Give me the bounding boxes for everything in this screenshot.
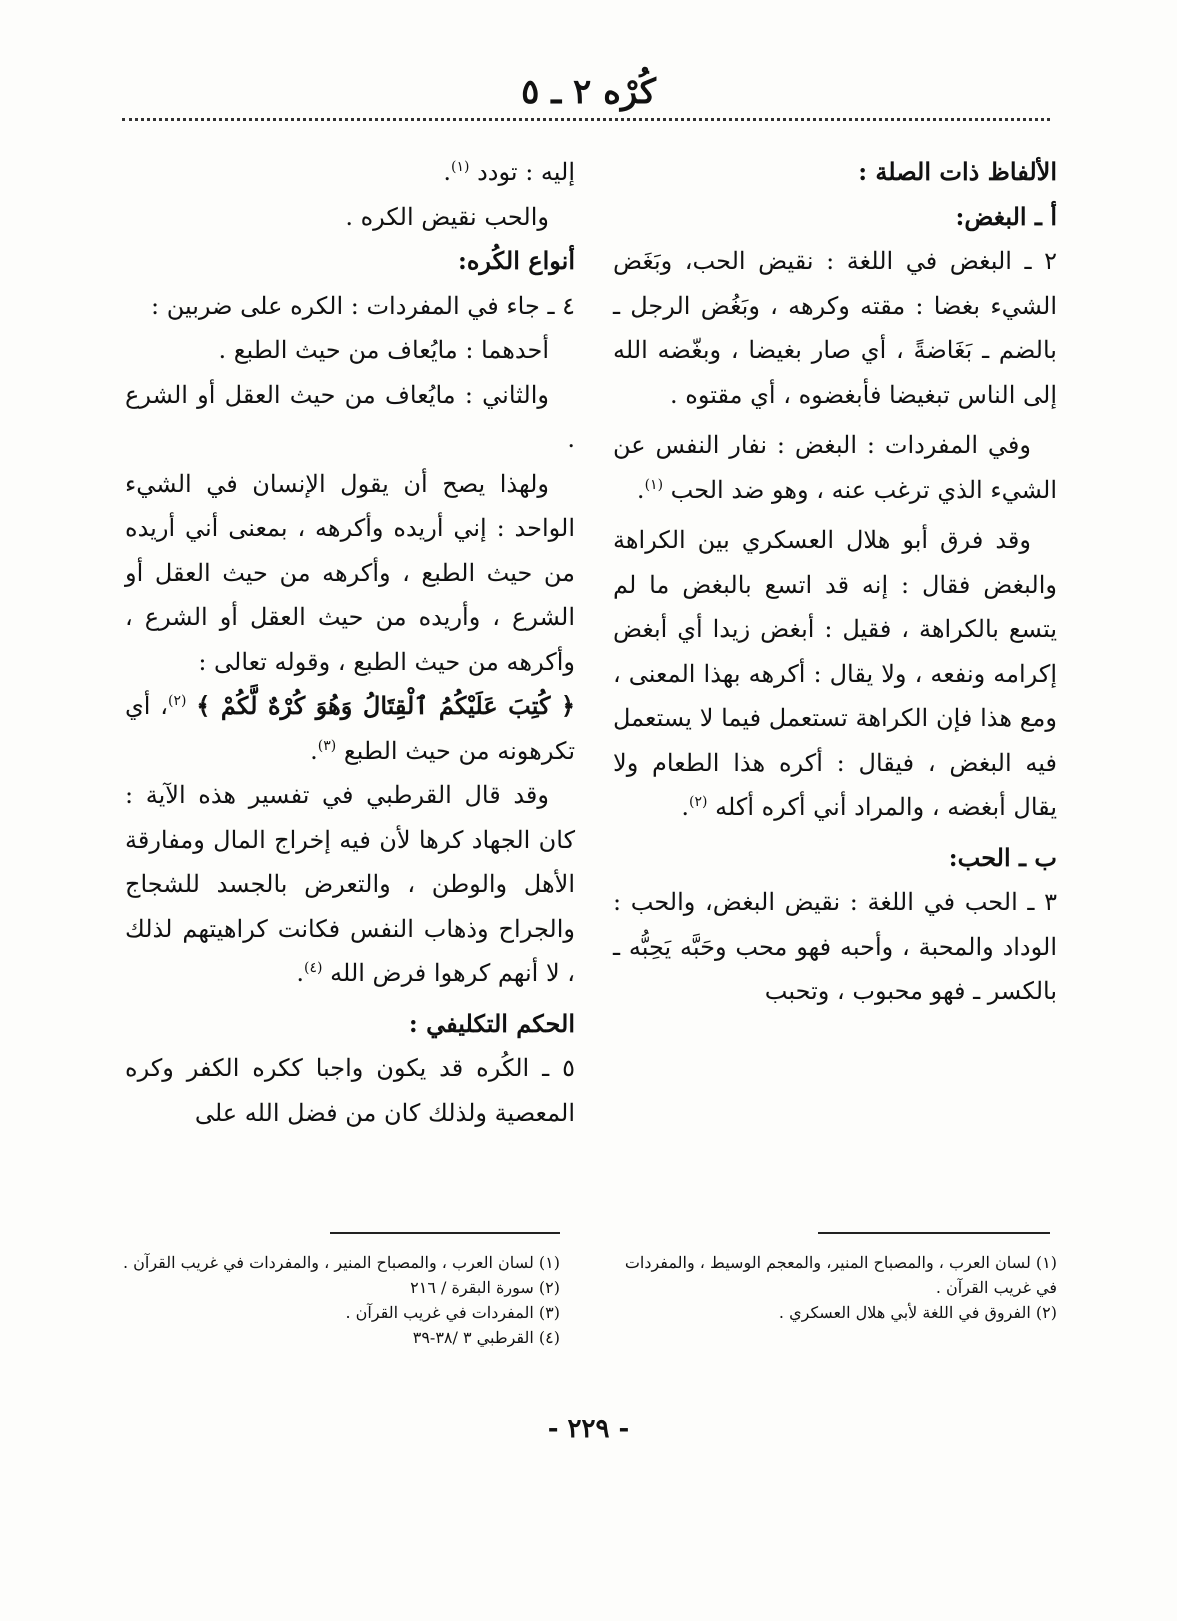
footnote: (١) لسان العرب ، والمصباح المنير ، والمفردات في غريب القرآن . — [122, 1253, 560, 1272]
p2-3-text: وقد فرق أبو هلال العسكري بين الكراهة والبغض فقال : إنه قد اتسع بالبغض ما لم يتسع بالكراهة ، فقيل : أبغض زيدا أي أبغض إكرامه ونفعه ، ولا يقال : أكرهه بهذا المعنى ، ومع هذا فإن الكراهة تستعمل فيما لا يستعمل فيه البغض ، فيقال : أكره هذا الطعام ولا يقال أبغضه ، والمراد أني أكره أكله — [613, 526, 1057, 821]
paragraph-4-qurtubi — [125, 773, 575, 996]
verse-after: ، أي تكرهونه من حيث الطبع — [125, 692, 575, 765]
p2-2-text: وفي المفردات : البغض : نفار النفس عن الشيء الذي ترغب عنه ، وهو ضد الحب — [613, 431, 1057, 504]
quran-verse: ﴿ كُتِبَ عَلَيْكُمُ ٱلْقِتَالُ وَهُوَ كُرْهٌ لَّكُمْ ﴾ — [196, 691, 575, 720]
subheading-love: ب ـ الحب: — [948, 842, 1057, 872]
running-header: كُرْه ٢ ـ ٥ — [521, 72, 656, 112]
footnote: (٢) سورة البقرة / ٢١٦ — [410, 1278, 560, 1297]
paragraph-2-askari — [613, 518, 1057, 830]
footnote-ref: (٣) — [317, 737, 337, 754]
footnote: (١) لسان العرب ، والمصباح المنير، والمعجم الوسيط ، والمفردات في غريب القرآن . — [624, 1253, 1057, 1297]
heading-related-terms: الألفاظ ذات الصلة : — [858, 157, 1057, 186]
heading-ruling: الحكم التكليفي : — [408, 1008, 575, 1038]
footnotes-left — [120, 1250, 560, 1350]
verse-after-end: . — [310, 736, 318, 765]
p2-3-end: . — [681, 793, 689, 821]
paragraph-4-first: أحدهما : مايُعاف من حيث الطبع . — [218, 336, 549, 364]
subheading-hatred: أ ـ البغض: — [955, 201, 1057, 231]
paragraph-4-intro: ٤ ـ جاء في المفردات : الكره على ضربين : — [151, 291, 575, 320]
continuation-line — [125, 150, 575, 195]
footnote-ref: (٢) — [688, 794, 708, 810]
footnote-ref: (٤) — [304, 960, 323, 976]
footnote-ref: (٢) — [168, 693, 187, 709]
footnote: (٣) المفردات في غريب القرآن . — [345, 1303, 560, 1322]
paragraph-2-mufradat — [613, 423, 1057, 512]
verse-line — [125, 684, 575, 773]
page-number: - ٢٢٩ - — [547, 1414, 630, 1444]
p2-2-end: . — [636, 475, 645, 504]
header-dotted-rule — [122, 118, 1050, 121]
right-column — [613, 150, 1057, 1014]
love-opposite-line: والحب نقيض الكره . — [345, 202, 549, 231]
footnotes-right — [613, 1250, 1057, 1325]
cont-text: إليه : تودد — [477, 158, 575, 186]
cont-end: . — [443, 158, 451, 186]
paragraph-4-explanation: ولهذا يصح أن يقول الإنسان في الشيء الواحد : إني أريده وأكرهه ، بمعنى أني أريده من حيث الطبع ، وأكرهه من حيث العقل أو الشرع ، وأريده من حيث العقل أو الشرع ، وأكرهه من حيث الطبع ، وقوله تعالى : — [125, 469, 575, 676]
heading-types: أنواع الكُره: — [458, 246, 575, 275]
paragraph-4-second: والثاني : مايُعاف من حيث العقل أو الشرع . — [125, 380, 575, 453]
paragraph-5: ٥ ـ الكُره قد يكون واجبا ككره الكفر وكره المعصية ولذلك كان من فضل الله على — [125, 1054, 575, 1127]
paragraph-3-love: ٣ ـ الحب في اللغة : نقيض البغض، والحب : الوداد والمحبة ، وأحبه فهو محب وحَبَّه يَحِبُّه ـ بالكسر ـ فهو محبوب ، وتحبب — [613, 888, 1057, 1005]
p4-5-end: . — [296, 959, 305, 987]
footnote: (٤) القرطبي ٣ /٣٨-٣٩ — [412, 1328, 560, 1347]
footnote: (٢) الفروق في اللغة لأبي هلال العسكري . — [778, 1303, 1057, 1322]
footnote-ref: (١) — [644, 476, 664, 493]
paragraph-2-lexical: ٢ ـ البغض في اللغة : نقيض الحب، وبَغَض الشيء بغضا : مقته وكرهه ، وبَغُض الرجل ـ بالضم ـ بَغَاضةً ، أي صار بغيضا ، وبغّضه الله إلى الناس تبغيضا فأبغضوه ، أي مقتوه . — [613, 247, 1057, 409]
footnote-rule-left — [330, 1232, 560, 1234]
p4-5-text: وقد قال القرطبي في تفسير هذه الآية : كان الجهاد كرها لأن فيه إخراج المال ومفارقة الأهل والوطن ، والتعرض بالجسد للشجاج والجراح وذهاب النفس فكانت كراهيتهم لذلك ، لا أنهم كرهوا فرض الله — [125, 781, 575, 987]
footnote-ref: (١) — [451, 159, 470, 175]
footnote-rule-right — [818, 1232, 1050, 1234]
left-column — [125, 150, 575, 1135]
